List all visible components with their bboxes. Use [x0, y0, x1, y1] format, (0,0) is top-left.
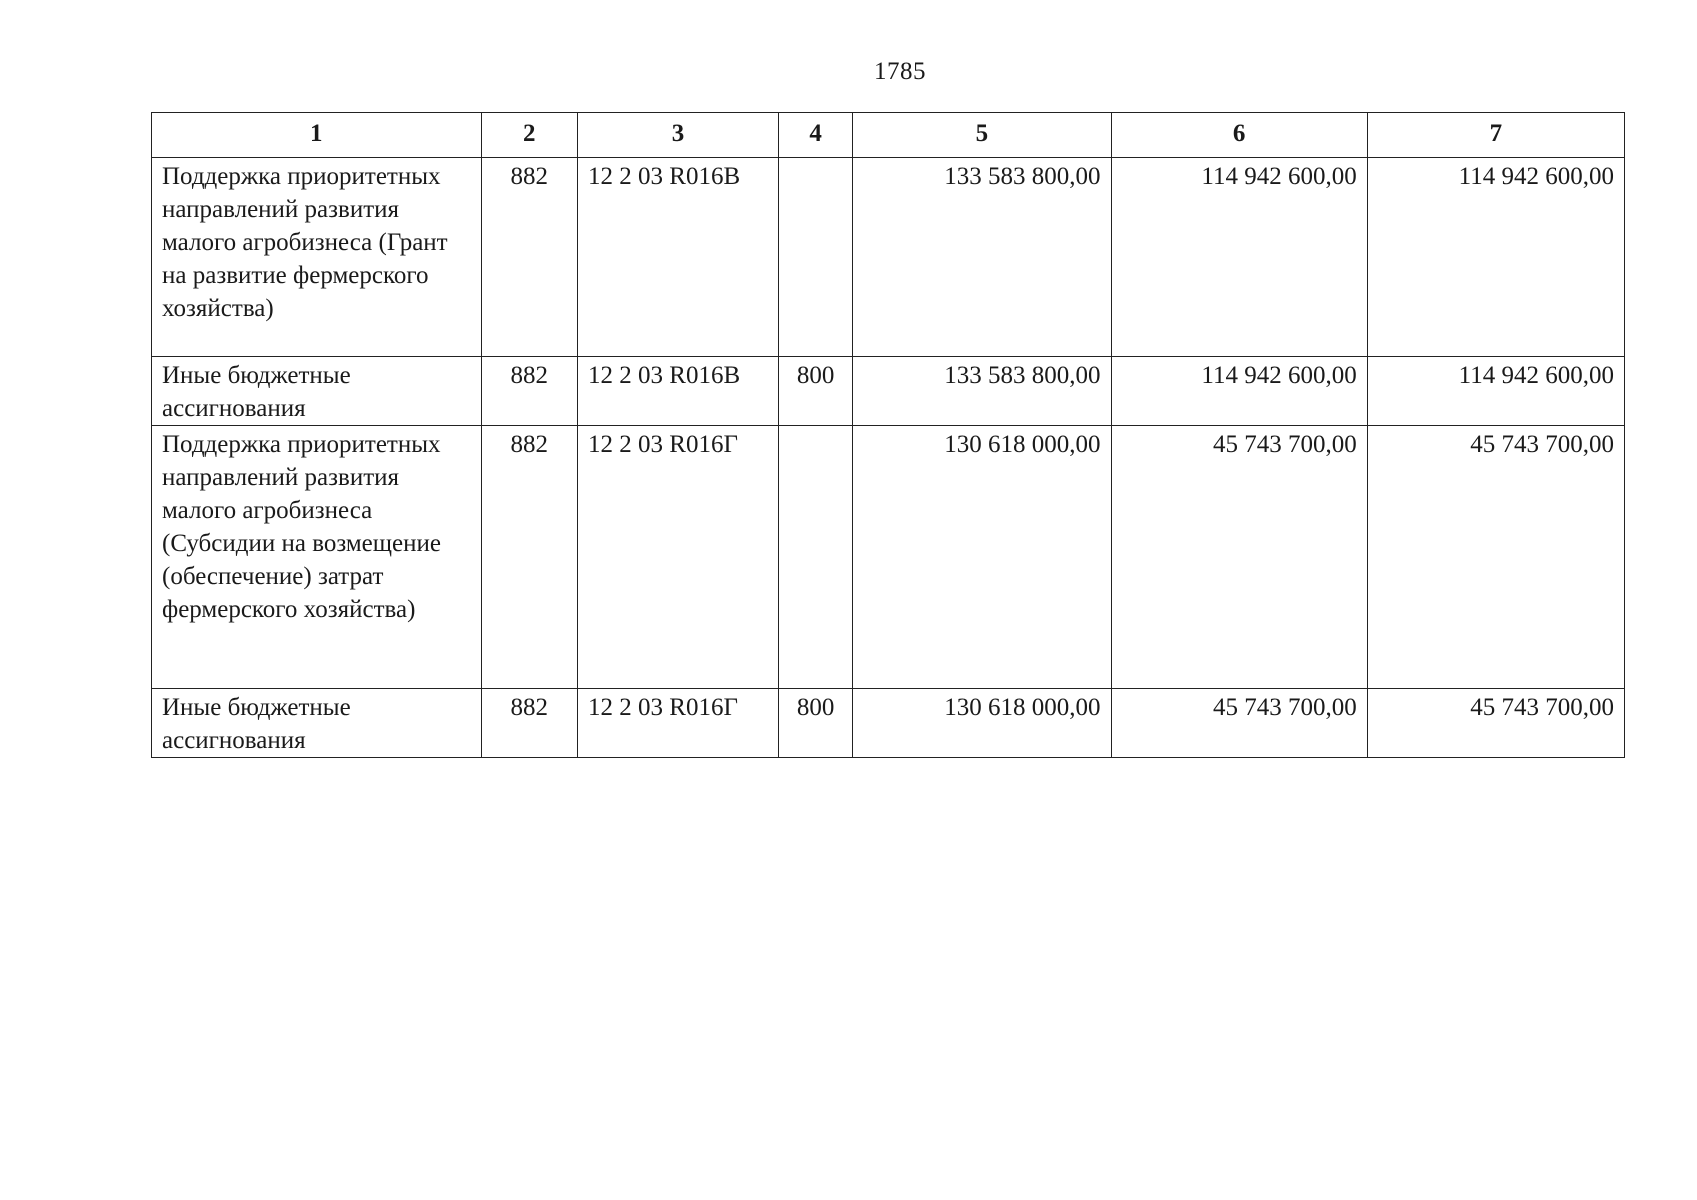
row-col-6: 114 942 600,00 [1111, 158, 1367, 357]
header-col-7: 7 [1367, 113, 1624, 158]
row-col-3: 12 2 03 R016В [578, 357, 779, 426]
header-col-2: 2 [481, 113, 577, 158]
row-col-4 [778, 426, 852, 689]
header-col-5: 5 [853, 113, 1111, 158]
table-row [152, 689, 1625, 758]
row-col-2: 882 [481, 426, 577, 689]
table-row [152, 158, 1625, 357]
row-col-2: 882 [481, 689, 577, 758]
row-col-6: 114 942 600,00 [1111, 357, 1367, 426]
header-col-4: 4 [778, 113, 852, 158]
row-col-7: 114 942 600,00 [1367, 357, 1624, 426]
row-col-7: 114 942 600,00 [1367, 158, 1624, 357]
row-col-5: 130 618 000,00 [853, 426, 1111, 689]
row-col-4: 800 [778, 357, 852, 426]
row-col-3: 12 2 03 R016Г [578, 426, 779, 689]
row-col-7: 45 743 700,00 [1367, 689, 1624, 758]
row-col-5: 130 618 000,00 [853, 689, 1111, 758]
row-col-2: 882 [481, 158, 577, 357]
row-col-7: 45 743 700,00 [1367, 426, 1624, 689]
row-col-3: 12 2 03 R016Г [578, 689, 779, 758]
row-name: Иные бюджетные ассигнования [152, 689, 482, 758]
row-name: Поддержка приоритетных направлений развития малого агробизнеса (Субсидии на возмещение (обеспечение) затрат фермерского хозяйства) [152, 426, 482, 689]
row-col-5: 133 583 800,00 [853, 357, 1111, 426]
budget-table [151, 112, 1625, 758]
row-col-6: 45 743 700,00 [1111, 426, 1367, 689]
header-col-1: 1 [152, 113, 482, 158]
header-col-6: 6 [1111, 113, 1367, 158]
row-col-4: 800 [778, 689, 852, 758]
row-name: Иные бюджетные ассигнования [152, 357, 482, 426]
row-col-6: 45 743 700,00 [1111, 689, 1367, 758]
row-col-4 [778, 158, 852, 357]
table-row [152, 426, 1625, 689]
row-name: Поддержка приоритетных направлений развития малого агробизнеса (Грант на развитие фермерского хозяйства) [152, 158, 482, 357]
header-col-3: 3 [578, 113, 779, 158]
page-number: 1785 [874, 58, 926, 85]
header-row [152, 113, 1625, 158]
row-col-5: 133 583 800,00 [853, 158, 1111, 357]
table-row [152, 357, 1625, 426]
row-col-2: 882 [481, 357, 577, 426]
row-col-3: 12 2 03 R016В [578, 158, 779, 357]
